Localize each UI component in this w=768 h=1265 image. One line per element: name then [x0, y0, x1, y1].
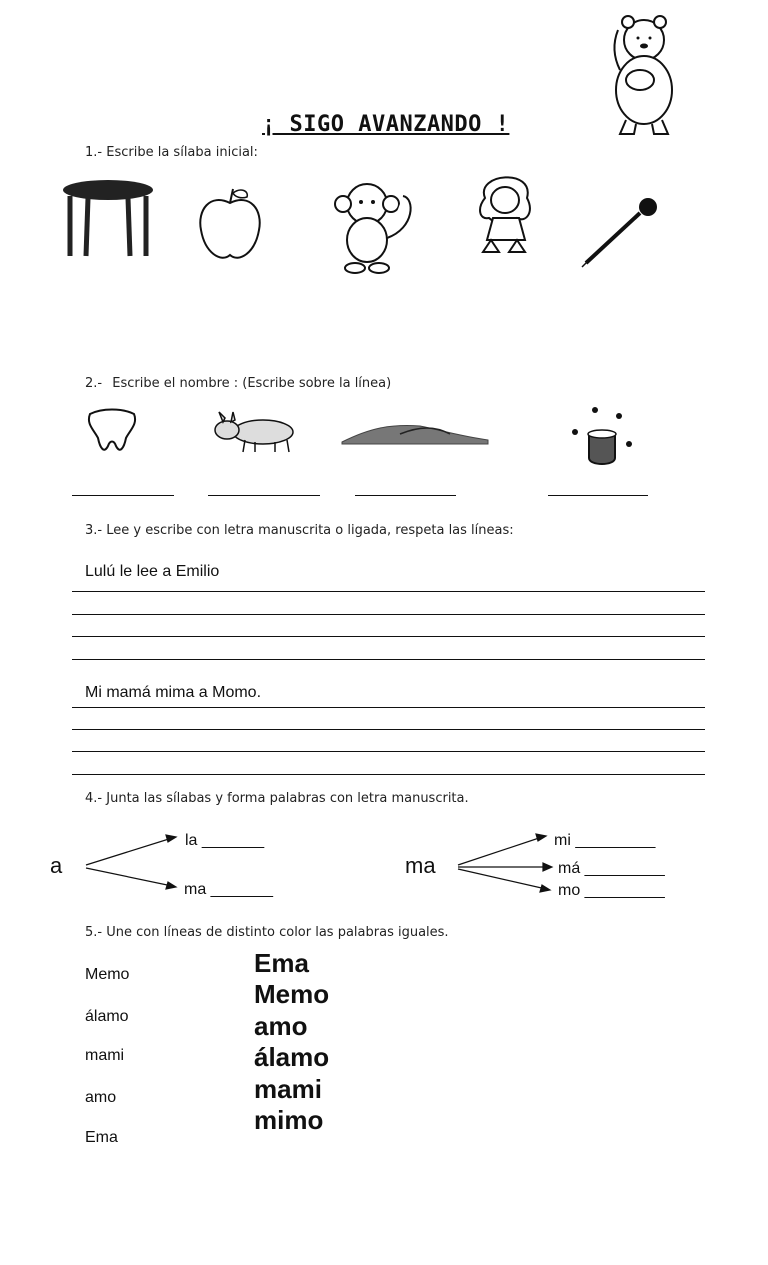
- left-word: mami: [85, 1047, 125, 1064]
- section5-heading: [85, 925, 449, 940]
- root-syllable-ma: ma: [405, 853, 436, 878]
- phrase-1: Lulú le lee a Emilio: [85, 563, 220, 580]
- ending-mi: mi _________: [554, 832, 656, 849]
- phrase-2: Mi mamá mima a Momo.: [85, 684, 262, 701]
- right-word: Memo: [254, 979, 330, 1009]
- section4-number: 4.-: [85, 791, 103, 806]
- section3-number: 3.-: [85, 523, 103, 538]
- ending-mo: mo _________: [558, 882, 665, 899]
- ending-ma-accent: má _________: [558, 860, 665, 877]
- right-word: álamo: [254, 1042, 330, 1072]
- section3-instruction: Lee y escribe con letra manuscrita o ligada, respeta las líneas:: [106, 523, 514, 538]
- section5-number: 5.-: [85, 925, 103, 940]
- left-word: amo: [85, 1089, 117, 1106]
- left-word: Memo: [85, 966, 130, 983]
- section4-instruction: Junta las sílabas y forma palabras con letra manuscrita.: [106, 791, 469, 806]
- root-syllable-a: a: [50, 853, 63, 878]
- section1-number: 1.-: [85, 145, 103, 160]
- right-word: Ema: [254, 948, 309, 978]
- right-word: amo: [254, 1011, 308, 1041]
- section1-instruction: Escribe la sílaba inicial:: [106, 145, 258, 160]
- section5-instruction: Une con líneas de distinto color las palabras iguales.: [106, 925, 449, 940]
- ending-ma: ma _______: [184, 881, 273, 898]
- left-word: Ema: [85, 1129, 118, 1146]
- ending-la: la _______: [185, 832, 265, 849]
- right-word: mami: [254, 1074, 322, 1104]
- left-word: álamo: [85, 1008, 129, 1025]
- page-title: ¡ SIGO AVANZANDO !: [262, 112, 510, 137]
- section2-instruction: Escribe el nombre : (Escribe sobre la línea): [112, 376, 392, 391]
- section2-number: 2.-: [85, 376, 103, 391]
- right-word: mimo: [254, 1105, 324, 1135]
